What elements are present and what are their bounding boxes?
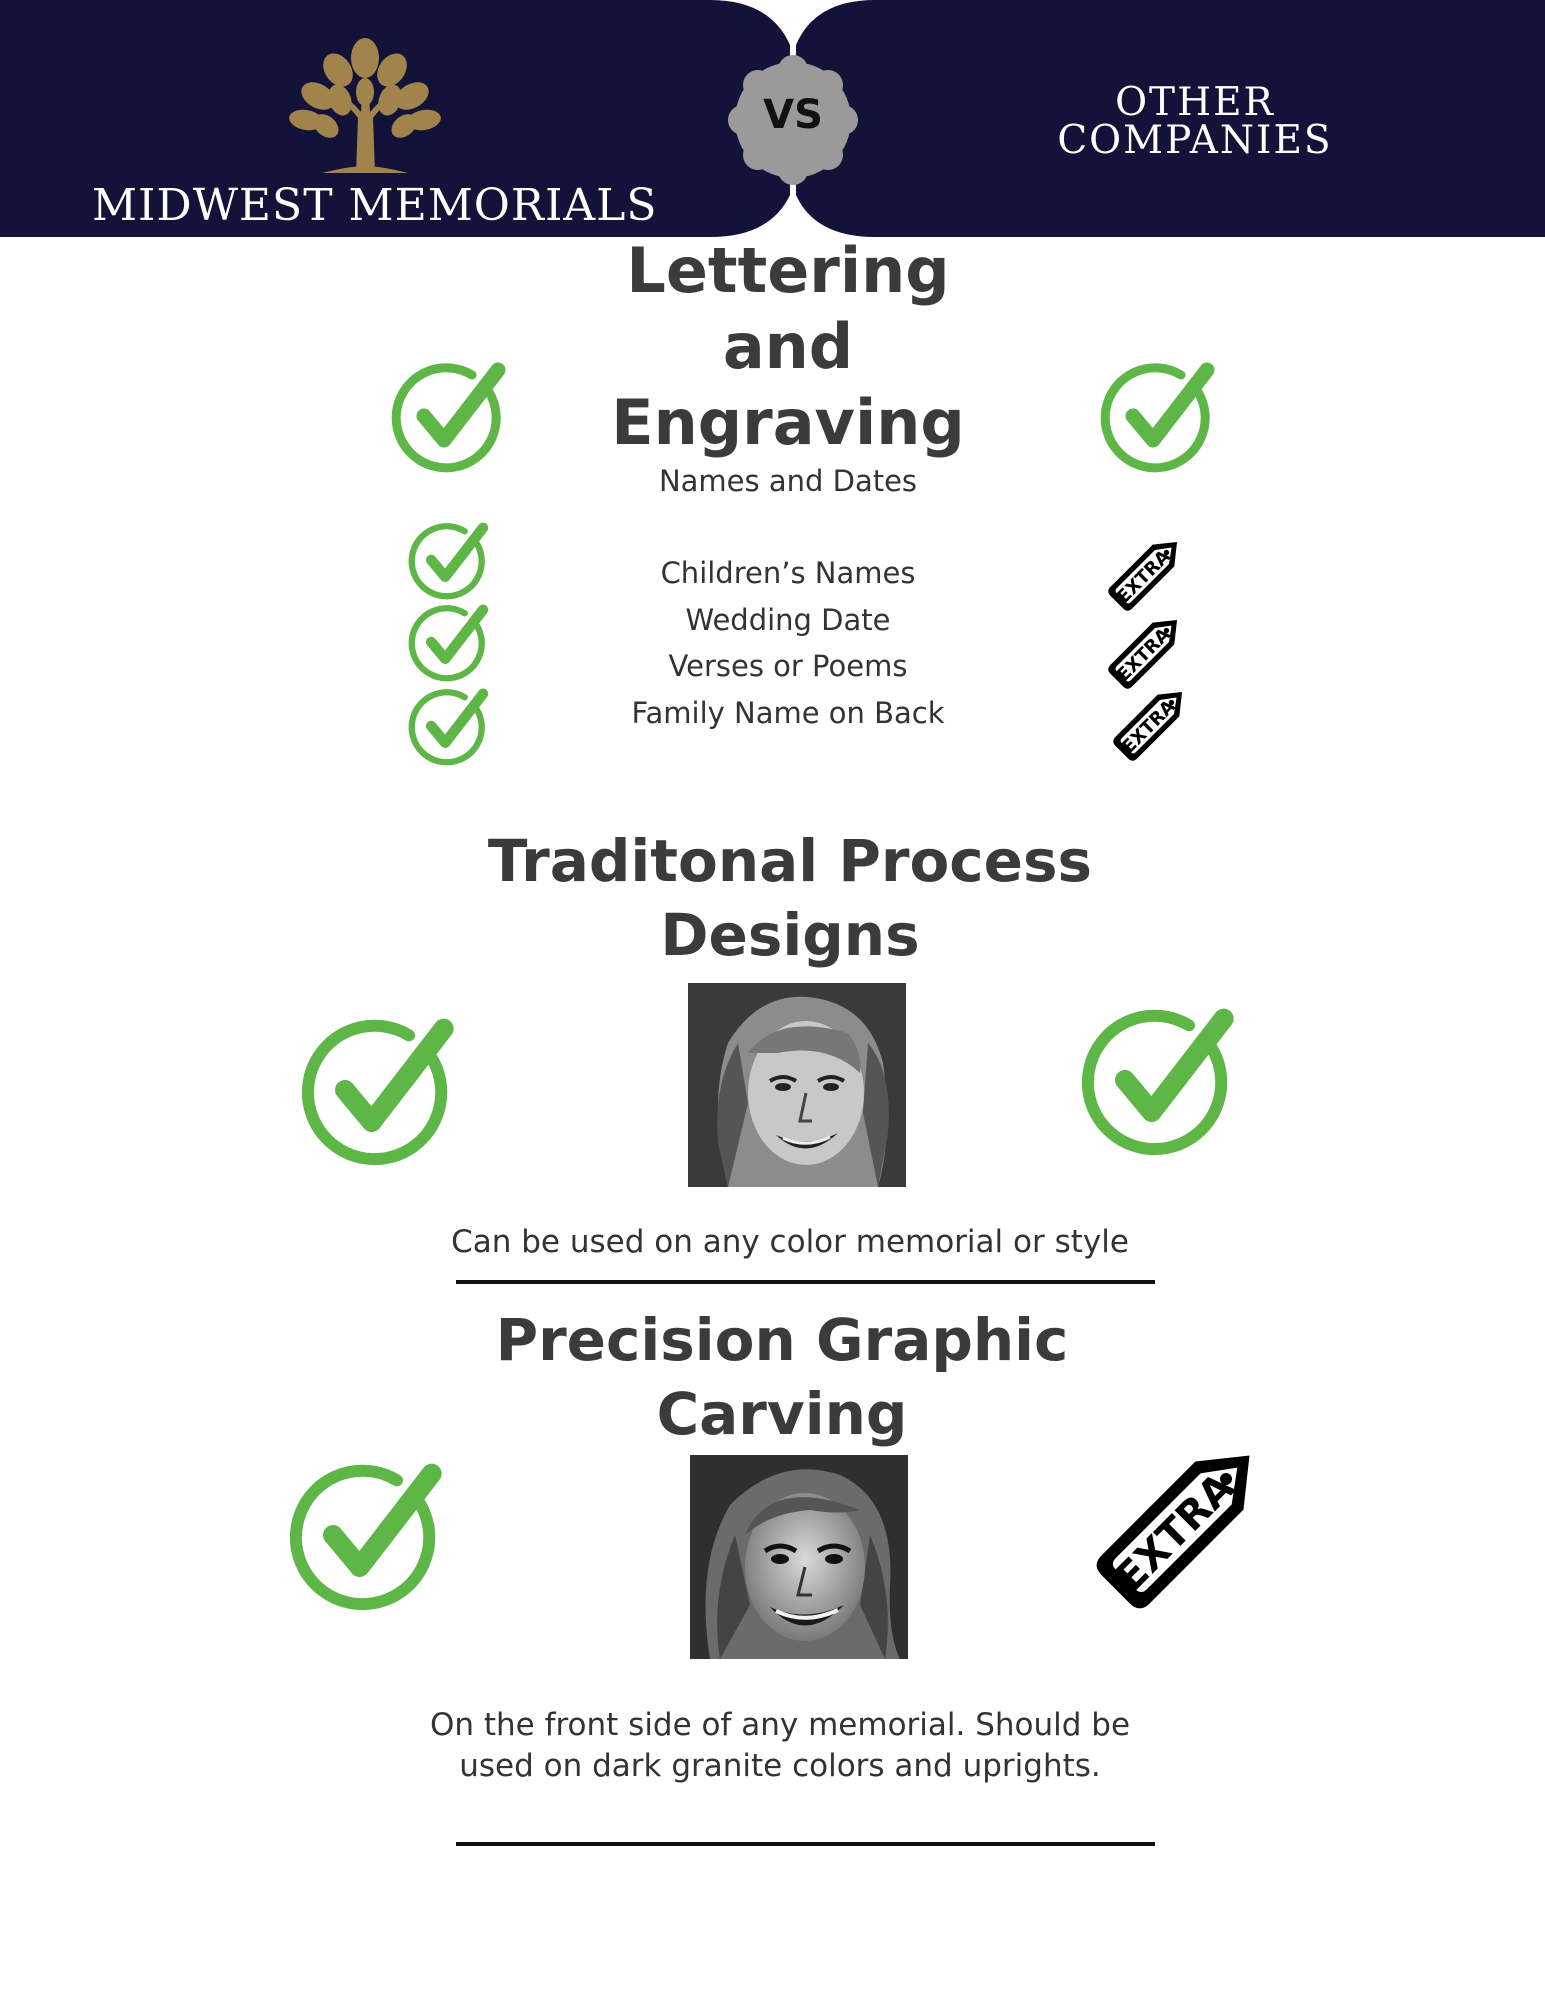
precision-heading — [420, 1303, 1144, 1451]
lettering-heading — [572, 233, 1004, 461]
list-item: Children’s Names — [660, 556, 916, 590]
competitor-line-2: COMPANIES — [1057, 118, 1333, 163]
check-circle-icon — [388, 356, 508, 476]
extra-tag-icon — [1103, 526, 1193, 616]
precision-heading-line-2: Carving — [656, 1380, 908, 1448]
lettering-heading-line-3: Engraving — [611, 386, 965, 459]
precision-portrait-image — [690, 1455, 908, 1659]
brand-name: MIDWEST MEMORIALS — [92, 180, 658, 231]
list-item: Wedding Date — [685, 602, 891, 637]
check-circle-icon — [1077, 1000, 1237, 1160]
list-item: Family Name on Back — [631, 695, 945, 730]
competitor-line-1: OTHER — [1115, 80, 1275, 125]
vs-label: VS — [763, 92, 823, 138]
names-dates-label: Names and Dates — [658, 464, 918, 498]
check-circle-icon — [1097, 356, 1217, 476]
precision-heading-line-1: Precision Graphic — [495, 1306, 1069, 1374]
traditional-portrait-image — [688, 983, 906, 1187]
lettering-heading-line-1: Lettering — [626, 234, 950, 307]
check-circle-icon — [297, 1010, 457, 1170]
traditional-heading-line-2: Designs — [660, 901, 920, 969]
traditional-heading-line-1: Traditonal Process — [487, 827, 1093, 895]
precision-note-line-2: used on dark granite colors and uprights. — [459, 1748, 1101, 1784]
section-divider — [456, 1280, 1155, 1284]
traditional-note: Can be used on any color memorial or style — [451, 1224, 1129, 1260]
lettering-items-list — [560, 550, 1016, 736]
check-circle-icon — [406, 600, 490, 684]
list-item: Verses or Poems — [668, 649, 908, 683]
traditional-heading — [420, 824, 1160, 972]
check-circle-icon — [406, 684, 490, 768]
section-divider — [456, 1842, 1155, 1846]
precision-note-line-1: On the front side of any memorial. Should be — [429, 1707, 1131, 1743]
precision-note — [380, 1705, 1180, 1787]
check-circle-icon — [285, 1455, 445, 1615]
competitor-title — [1030, 80, 1360, 163]
extra-tag-icon — [1108, 676, 1198, 766]
extra-tag-icon — [1085, 1420, 1285, 1620]
check-circle-icon — [406, 518, 490, 602]
lettering-heading-line-2: and — [722, 310, 854, 383]
